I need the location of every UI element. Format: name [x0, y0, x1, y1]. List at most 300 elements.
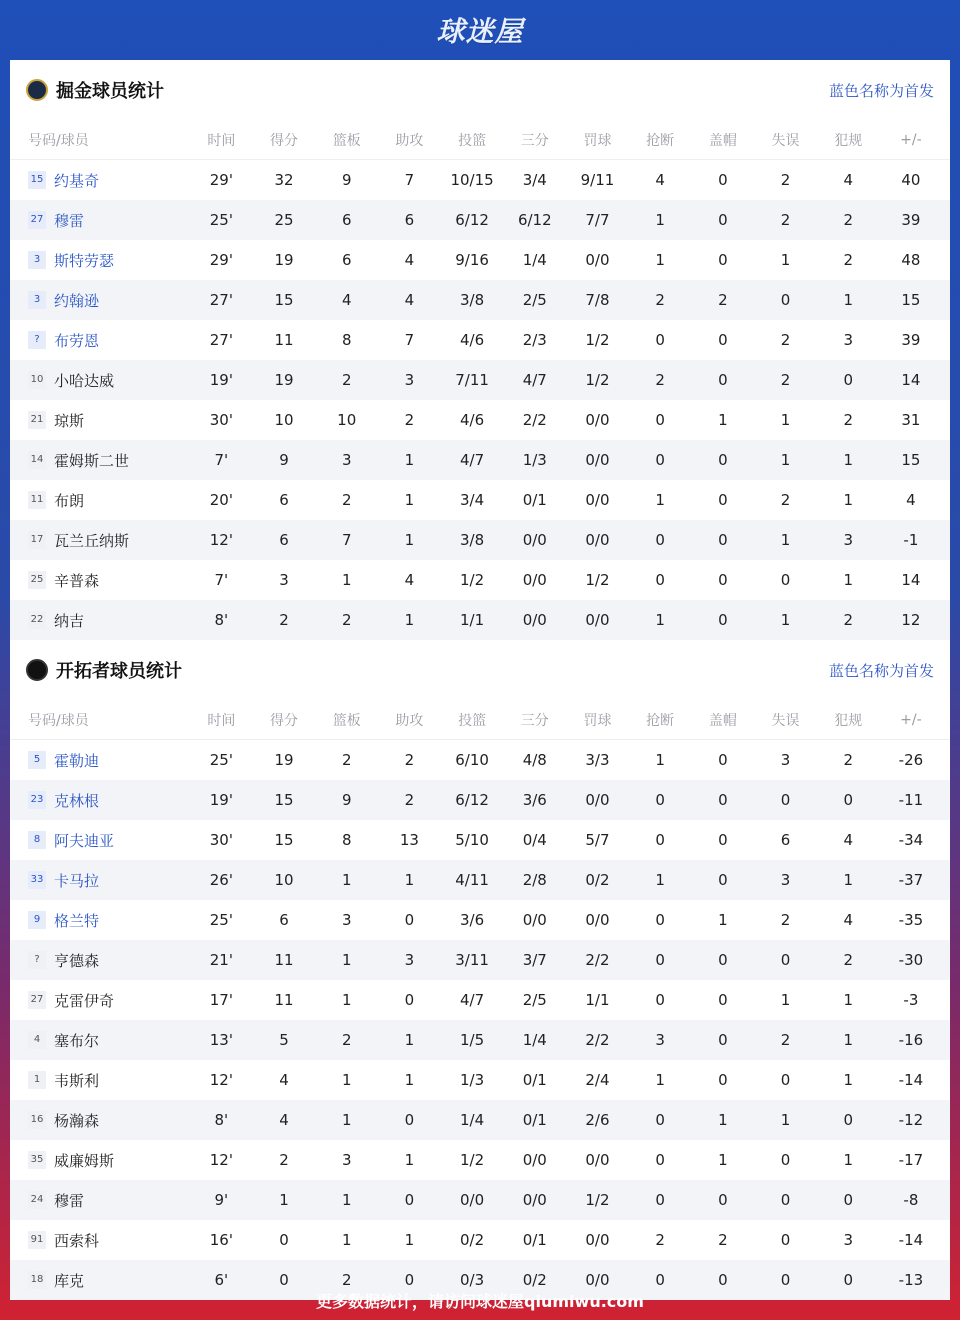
stat-cell: 26' [209, 871, 233, 889]
player-row [10, 360, 950, 400]
stat-cell: 3/3 [585, 751, 610, 769]
stat-cell: 15 [901, 451, 921, 469]
stat-cell: 2 [780, 331, 791, 349]
player-name[interactable]: 斯特劳瑟 [54, 251, 115, 270]
stat-cell: 1 [404, 451, 415, 469]
stat-cell: 0/1 [522, 491, 547, 509]
stat-cell: 0 [780, 291, 791, 309]
stat-cell: 4/11 [455, 871, 489, 889]
column-header: 抢断 [646, 132, 675, 149]
stat-cell: 25' [209, 211, 233, 229]
stat-cell: 2 [843, 251, 853, 269]
stat-cell: 2 [843, 951, 853, 969]
stat-cell: 12' [209, 1071, 233, 1089]
jersey-number: 23 [28, 791, 46, 809]
stat-cell: 4 [655, 171, 665, 189]
stat-cell: 1 [655, 491, 665, 509]
stat-cell: 0/0 [522, 911, 547, 929]
stat-cell: 9 [341, 791, 352, 809]
stat-cell: 2 [780, 211, 791, 229]
stat-cell: 0/0 [522, 1151, 547, 1169]
stat-cell: -35 [898, 911, 924, 929]
stats-panel [10, 60, 950, 1290]
stat-cell: 2 [341, 491, 352, 509]
jersey-number: 33 [28, 871, 46, 889]
player-name[interactable]: 克林根 [54, 791, 100, 810]
stat-cell: 9 [341, 171, 352, 189]
stat-cell: 1/2 [585, 371, 610, 389]
stat-cell: 2 [341, 611, 352, 629]
stat-cell: 0/0 [585, 1231, 610, 1249]
player-cell [10, 450, 190, 471]
jersey-number: 24 [28, 1191, 46, 1209]
stat-cell: 2 [718, 1231, 728, 1249]
stat-cell: 1 [843, 491, 853, 509]
stat-cell: 6/12 [455, 791, 489, 809]
jersey-number: 8 [28, 831, 46, 849]
stat-cell: 0 [780, 1271, 791, 1289]
team-title-group [26, 77, 164, 103]
stat-cell: 2/4 [585, 1071, 610, 1089]
stat-cell: 0 [655, 911, 665, 929]
player-name[interactable]: 约翰逊 [54, 291, 100, 310]
jersey-number: 9 [28, 911, 46, 929]
jersey-number: 17 [28, 531, 46, 549]
player-name[interactable]: 克雷伊奇 [54, 991, 115, 1010]
column-header: 犯规 [834, 712, 863, 729]
stat-cell: 19 [274, 751, 294, 769]
stat-cell: -1 [903, 531, 919, 549]
stat-cell: 0 [843, 1271, 853, 1289]
column-header: 罚球 [583, 712, 612, 729]
player-cell [10, 1230, 190, 1251]
column-header: 时间 [207, 132, 236, 149]
stat-cell: 0/0 [585, 451, 610, 469]
stat-cell: 6/12 [455, 211, 489, 229]
stat-cell: 1 [718, 1151, 728, 1169]
stat-cell: 3/4 [460, 491, 485, 509]
stat-cell: 1 [655, 1071, 665, 1089]
player-row [10, 780, 950, 820]
stat-cell: 0/2 [522, 1271, 547, 1289]
stat-cell: 0 [718, 331, 728, 349]
stat-cell: 6 [279, 491, 289, 509]
player-name[interactable]: 西索科 [54, 1231, 100, 1250]
player-cell [10, 950, 190, 971]
stat-cell: 0 [718, 211, 728, 229]
player-row [10, 820, 950, 860]
stat-cell: 1 [843, 571, 853, 589]
player-cell [10, 530, 190, 551]
jersey-number: 18 [28, 1271, 46, 1289]
stat-cell: 2/8 [522, 871, 547, 889]
stat-cell: 4 [341, 291, 352, 309]
stat-cell: 0/1 [522, 1231, 547, 1249]
stat-cell: 1 [404, 1231, 415, 1249]
player-cell [10, 570, 190, 591]
stat-cell: 0 [655, 531, 665, 549]
player-name[interactable]: 琼斯 [54, 411, 85, 430]
player-cell [10, 1150, 190, 1171]
team-section [10, 60, 950, 640]
stat-cell: -26 [898, 751, 924, 769]
stat-cell: 0 [718, 451, 728, 469]
stat-cell: 1/4 [522, 251, 547, 269]
column-header: 盖帽 [708, 712, 737, 729]
jersey-number: 10 [28, 371, 46, 389]
stat-cell: 2 [655, 291, 665, 309]
stat-cell: 4 [843, 171, 853, 189]
stat-cell: 19 [274, 371, 294, 389]
stat-cell: 6 [279, 911, 289, 929]
stat-cell: 1 [404, 1071, 415, 1089]
stat-cell: 12' [209, 1151, 233, 1169]
jersey-number: 15 [28, 171, 46, 189]
stat-cell: 1 [780, 991, 791, 1009]
player-name[interactable]: 韦斯利 [54, 1071, 100, 1090]
stat-cell: 1 [341, 871, 352, 889]
stat-cell: 2 [843, 611, 853, 629]
stat-cell: 0/0 [585, 491, 610, 509]
player-cell [10, 870, 190, 891]
stat-cell: 2 [780, 171, 791, 189]
stat-cell: 1 [404, 1031, 415, 1049]
stat-cell: 39 [901, 331, 921, 349]
stat-cell: 1/2 [460, 1151, 485, 1169]
stat-cell: 6 [341, 211, 352, 229]
stat-cell: 0/0 [585, 411, 610, 429]
stat-cell: 3/6 [460, 911, 485, 929]
player-name[interactable]: 杨瀚森 [54, 1111, 100, 1130]
stat-cell: 3/8 [460, 291, 485, 309]
stat-cell: 0 [718, 1271, 728, 1289]
column-header: 得分 [270, 712, 299, 729]
stat-cell: 0 [843, 1111, 853, 1129]
brand-logo: 球迷屋 [436, 15, 524, 48]
stat-cell: 0/1 [522, 1071, 547, 1089]
stat-cell: 40 [901, 171, 921, 189]
stat-cell: 27' [209, 291, 233, 309]
stat-cell: 10 [274, 411, 294, 429]
stat-cell: 30' [209, 411, 233, 429]
stat-cell: 3/7 [522, 951, 547, 969]
stat-cell: 1/4 [522, 1031, 547, 1049]
stat-cell: 1 [404, 531, 415, 549]
stat-cell: 11 [274, 951, 294, 969]
stat-cell: 0/0 [460, 1191, 485, 1209]
column-header: 助攻 [395, 132, 424, 149]
player-name[interactable]: 约基奇 [54, 171, 100, 190]
stat-cell: 2 [780, 491, 791, 509]
stat-cell: 31 [901, 411, 921, 429]
stat-cell: 6/12 [517, 211, 552, 229]
stat-cell: 0 [655, 791, 665, 809]
jersey-number: 1 [28, 1071, 46, 1089]
stat-cell: 9/16 [455, 251, 489, 269]
stat-cell: 13 [399, 831, 419, 849]
stat-cell: 2 [843, 751, 853, 769]
team-title-group [26, 657, 182, 683]
starter-note: 蓝色名称为首发 [828, 661, 934, 680]
stat-cell: -11 [898, 791, 924, 809]
jersey-number: 21 [28, 411, 46, 429]
stat-cell: 3 [843, 1231, 853, 1249]
player-cell [10, 170, 190, 191]
stat-cell: 19' [209, 371, 233, 389]
player-cell [10, 1190, 190, 1211]
stat-cell: 2 [843, 411, 853, 429]
stat-cell: -12 [898, 1111, 924, 1129]
stat-cell: 12 [901, 611, 921, 629]
stat-cell: 1 [341, 1231, 352, 1249]
stat-cell: 4 [404, 251, 415, 269]
stat-cell: 1 [404, 491, 415, 509]
stat-cell: 21' [209, 951, 233, 969]
player-name[interactable]: 布朗 [54, 491, 85, 510]
stat-cell: 17' [209, 991, 233, 1009]
stat-cell: 12' [209, 531, 233, 549]
stat-cell: 2 [655, 371, 665, 389]
stat-cell: 25 [274, 211, 294, 229]
stat-cell: 0 [718, 611, 728, 629]
stat-cell: 0 [780, 571, 791, 589]
stat-cell: 11 [274, 991, 294, 1009]
starter-note: 蓝色名称为首发 [828, 81, 934, 100]
stat-cell: 3 [655, 1031, 665, 1049]
stat-cell: 9' [214, 1191, 229, 1209]
stat-cell: 2 [718, 291, 728, 309]
column-header: 号码/球员 [28, 132, 89, 149]
player-name[interactable]: 穆雷 [54, 1191, 85, 1210]
player-cell [10, 610, 190, 631]
stat-cell: -16 [898, 1031, 924, 1049]
stat-cell: 1 [843, 1071, 853, 1089]
stat-cell: 30' [209, 831, 233, 849]
player-cell [10, 210, 190, 231]
jersey-number: 35 [28, 1151, 46, 1169]
stat-cell: 1 [718, 411, 728, 429]
player-name[interactable]: 库克 [54, 1271, 85, 1290]
stat-cell: 20' [209, 491, 233, 509]
stat-cell: 25' [209, 751, 233, 769]
stat-cell: 0 [655, 1271, 665, 1289]
stat-cell: 0/0 [585, 611, 610, 629]
player-row [10, 1140, 950, 1180]
stat-cell: 0 [655, 1111, 665, 1129]
stat-cell: 1/3 [522, 451, 547, 469]
stat-cell: -14 [898, 1071, 924, 1089]
stat-cell: 1 [843, 871, 853, 889]
stat-cell: 2 [341, 1031, 352, 1049]
player-name[interactable]: 纳吉 [54, 611, 85, 630]
player-name[interactable]: 辛普森 [54, 571, 100, 590]
stat-cell: 3/8 [460, 531, 485, 549]
stat-cell: 0 [718, 1071, 728, 1089]
stat-cell: 15 [901, 291, 921, 309]
stat-cell: 1/2 [460, 571, 485, 589]
stat-cell: 2 [404, 791, 415, 809]
blazers-logo [26, 659, 48, 681]
footer-banner: 更多数据统计，请访问球迷屋qiumiwu.com [316, 1291, 644, 1311]
stat-cell: 1 [843, 991, 853, 1009]
player-cell [10, 1030, 190, 1051]
stat-cell: 6 [279, 531, 289, 549]
stat-cell: 1/2 [585, 331, 610, 349]
player-row [10, 600, 950, 640]
stat-cell: 8 [341, 831, 352, 849]
column-header: 篮板 [332, 132, 361, 149]
team-title: 开拓者球员统计 [56, 661, 182, 682]
column-header: 失误 [771, 132, 800, 149]
stat-cell: 1 [718, 911, 728, 929]
player-name[interactable]: 阿夫迪亚 [54, 831, 115, 850]
stat-cell: 0 [718, 991, 728, 1009]
player-cell [10, 1070, 190, 1091]
stat-cell: 2/3 [522, 331, 547, 349]
stat-cell: 3 [780, 751, 791, 769]
stat-cell: 6' [214, 1271, 229, 1289]
stat-cell: 16' [209, 1231, 233, 1249]
column-header: 三分 [520, 132, 549, 149]
stat-cell: 9 [279, 451, 289, 469]
stat-cell: 8' [214, 611, 229, 629]
jersey-number: 3 [28, 291, 46, 309]
stat-cell: 3 [843, 531, 853, 549]
player-name[interactable]: 霍姆斯二世 [54, 451, 130, 470]
player-row [10, 160, 950, 200]
jersey-number: 16 [28, 1111, 46, 1129]
stat-cell: 19 [274, 251, 294, 269]
stat-cell: 7/11 [455, 371, 489, 389]
player-row [10, 240, 950, 280]
stat-cell: 29' [209, 171, 233, 189]
stat-cell: 3/6 [522, 791, 547, 809]
column-header: +/- [900, 131, 922, 148]
stat-cell: 0 [404, 1271, 415, 1289]
stat-cell: 0 [718, 371, 728, 389]
stat-cell: 1 [780, 531, 791, 549]
stat-cell: 7/7 [585, 211, 610, 229]
stat-cell: 6 [404, 211, 415, 229]
stat-cell: 1/4 [460, 1111, 485, 1129]
stat-cell: 4/7 [522, 371, 547, 389]
stat-cell: 2/2 [585, 1031, 610, 1049]
stat-cell: 6 [780, 831, 791, 849]
stat-cell: 48 [901, 251, 921, 269]
stat-cell: 11 [274, 331, 294, 349]
stat-cell: -3 [903, 991, 919, 1009]
stat-cell: 0 [655, 331, 665, 349]
player-name[interactable]: 亨德森 [54, 951, 100, 970]
team-section [10, 640, 950, 1300]
column-header-row [10, 700, 950, 740]
stat-cell: 2 [404, 411, 415, 429]
column-header: 失误 [771, 712, 800, 729]
stat-cell: 2/5 [522, 991, 547, 1009]
stat-cell: 2 [655, 1231, 665, 1249]
stat-cell: 13' [209, 1031, 233, 1049]
stat-cell: -34 [898, 831, 924, 849]
jersey-number: 91 [28, 1231, 46, 1249]
stat-cell: 1 [341, 951, 352, 969]
stat-cell: 6 [341, 251, 352, 269]
stat-cell: 0/0 [585, 911, 610, 929]
player-name[interactable]: 霍勒迪 [54, 751, 100, 770]
column-header: 篮板 [332, 712, 361, 729]
stat-cell: 1 [843, 291, 853, 309]
player-row [10, 740, 950, 780]
column-header: 助攻 [395, 712, 424, 729]
stat-cell: 14 [901, 571, 921, 589]
team-title: 掘金球员统计 [56, 81, 164, 102]
stat-cell: 1 [780, 611, 791, 629]
stat-cell: 3 [341, 451, 352, 469]
stat-cell: 0/4 [522, 831, 547, 849]
stat-cell: 0 [843, 1191, 853, 1209]
stat-cell: 1 [780, 1111, 791, 1129]
stat-cell: 3 [404, 951, 415, 969]
stat-cell: 0 [718, 251, 728, 269]
stat-cell: 10 [274, 871, 294, 889]
player-name[interactable]: 格兰特 [54, 911, 100, 930]
stat-cell: 2 [843, 211, 853, 229]
stat-cell: -13 [898, 1271, 924, 1289]
stat-cell: 2/2 [522, 411, 547, 429]
player-name[interactable]: 小哈达威 [54, 371, 115, 390]
stat-cell: 6/10 [455, 751, 489, 769]
stat-cell: 0 [780, 1151, 791, 1169]
stat-cell: 0 [404, 1191, 415, 1209]
player-name[interactable]: 塞布尔 [54, 1031, 100, 1050]
stat-cell: 0 [655, 991, 665, 1009]
stat-cell: 4/6 [460, 331, 485, 349]
stat-cell: 0 [718, 571, 728, 589]
stat-cell: 0 [279, 1231, 289, 1249]
stat-cell: 3 [843, 331, 853, 349]
stat-cell: 0 [718, 491, 728, 509]
stat-cell: 0/2 [585, 871, 610, 889]
stat-cell: 1 [404, 871, 415, 889]
stat-cell: 1 [655, 251, 665, 269]
stat-cell: 7 [404, 171, 415, 189]
stat-cell: 0 [718, 531, 728, 549]
stat-cell: 0/0 [522, 571, 547, 589]
player-name[interactable]: 卡马拉 [54, 871, 100, 890]
player-cell [10, 790, 190, 811]
column-header: 罚球 [583, 132, 612, 149]
jersey-number: 4 [28, 1031, 46, 1049]
stat-cell: 1 [780, 251, 791, 269]
player-name[interactable]: 威廉姆斯 [54, 1151, 115, 1170]
stat-cell: 0 [780, 791, 791, 809]
stat-cell: 0 [718, 951, 728, 969]
stat-cell: 32 [274, 171, 294, 189]
player-cell [10, 490, 190, 511]
stat-cell: 8' [214, 1111, 229, 1129]
player-name[interactable]: 瓦兰丘纳斯 [54, 531, 130, 550]
player-row [10, 280, 950, 320]
stat-cell: 2 [780, 1031, 791, 1049]
stat-cell: 0 [655, 951, 665, 969]
stat-cell: 1 [718, 1111, 728, 1129]
player-name[interactable]: 布劳恩 [54, 331, 100, 350]
stat-cell: 4 [279, 1111, 289, 1129]
stat-cell: 1/5 [460, 1031, 485, 1049]
stat-cell: 0 [780, 951, 791, 969]
player-name[interactable]: 穆雷 [54, 211, 85, 230]
stat-cell: 2 [341, 371, 352, 389]
top-bar [0, 0, 960, 60]
